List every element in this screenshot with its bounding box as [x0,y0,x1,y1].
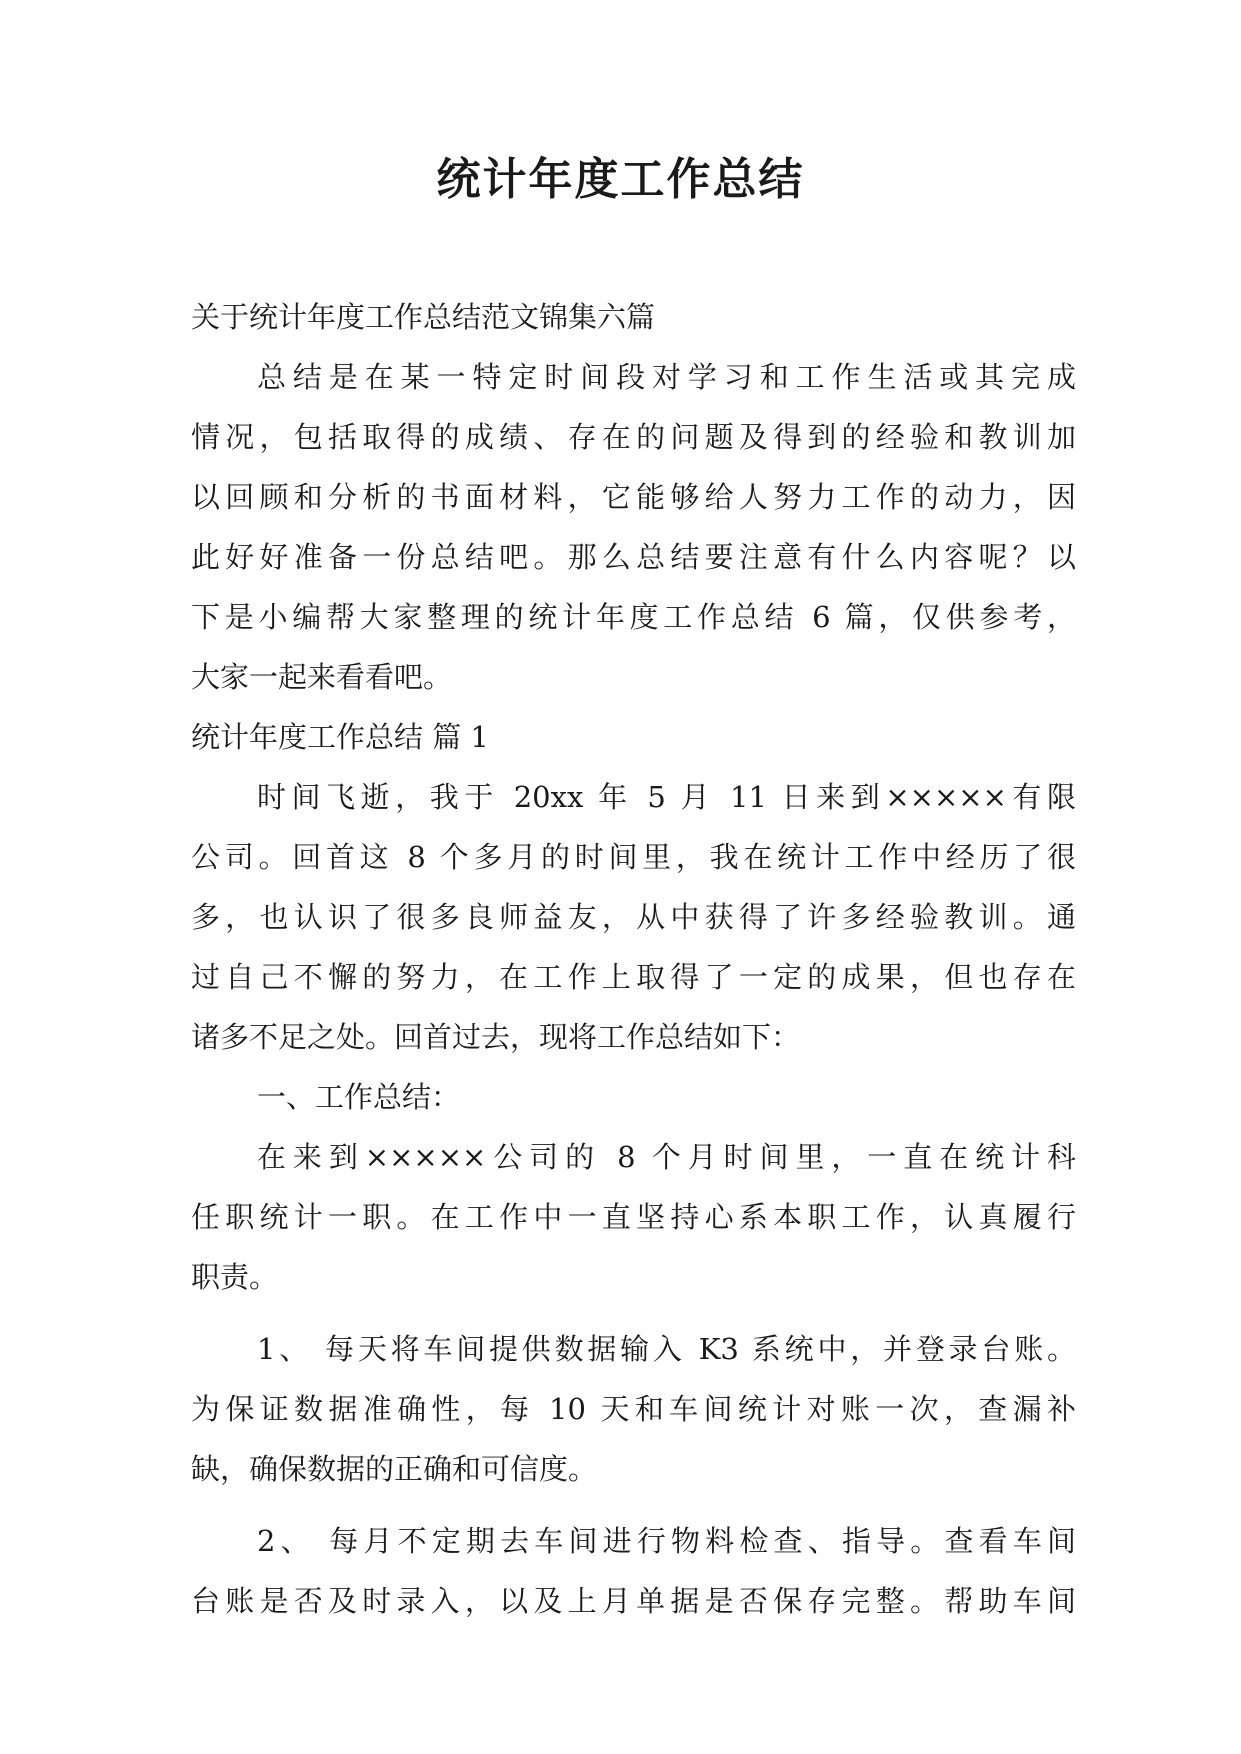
body-line: 任职统计一职。在工作中一直坚持心系本职工作，认真履行 [191,1200,1076,1234]
body-line: 一、工作总结： [257,1080,461,1114]
body-line: 下是小编帮大家整理的统计年度工作总结 6 篇，仅供参考， [191,600,1076,634]
body-line: 关于统计年度工作总结范文锦集六篇 [191,300,656,334]
paragraph-gap [191,1307,1076,1319]
body-line: 多，也认识了很多良师益友，从中获得了许多经验教训。通 [191,900,1076,934]
body-line: 为保证数据准确性，每 10 天和车间统计对账一次，查漏补 [191,1392,1076,1426]
body-line: 此好好准备一份总结吧。那么总结要注意有什么内容呢？以 [191,540,1076,574]
document-body [191,287,1076,1631]
body-line: 过自己不懈的努力，在工作上取得了一定的成果，但也存在 [191,960,1076,994]
document-title: 统计年度工作总结 [436,154,805,205]
body-line: 缺，确保数据的正确和可信度。 [191,1452,598,1486]
body-line: 时间飞逝，我于 20xx 年 5 月 11 日来到×××××有限 [257,780,1076,814]
body-line: 1、 每天将车间提供数据输入 K3 系统中，并登录台账。 [257,1332,1076,1366]
body-line: 台账是否及时录入，以及上月单据是否保存完整。帮助车间 [191,1584,1076,1618]
body-line: 在来到×××××公司的 8 个月时间里，一直在统计科 [257,1140,1076,1174]
paragraph-gap [191,1499,1076,1511]
body-line: 诸多不足之处。回首过去，现将工作总结如下： [191,1020,801,1054]
body-line: 公司。回首这 8 个多月的时间里，我在统计工作中经历了很 [191,840,1076,874]
body-line: 职责。 [191,1260,279,1294]
body-line: 大家一起来看看吧。 [191,660,453,694]
body-line: 统计年度工作总结 篇 1 [191,720,489,754]
body-line: 总结是在某一特定时间段对学习和工作生活或其完成 [257,360,1076,394]
body-line: 以回顾和分析的书面材料，它能够给人努力工作的动力，因 [191,480,1076,514]
body-line: 2、 每月不定期去车间进行物料检查、指导。查看车间 [257,1524,1076,1558]
body-line: 情况，包括取得的成绩、存在的问题及得到的经验和教训加 [191,420,1076,454]
